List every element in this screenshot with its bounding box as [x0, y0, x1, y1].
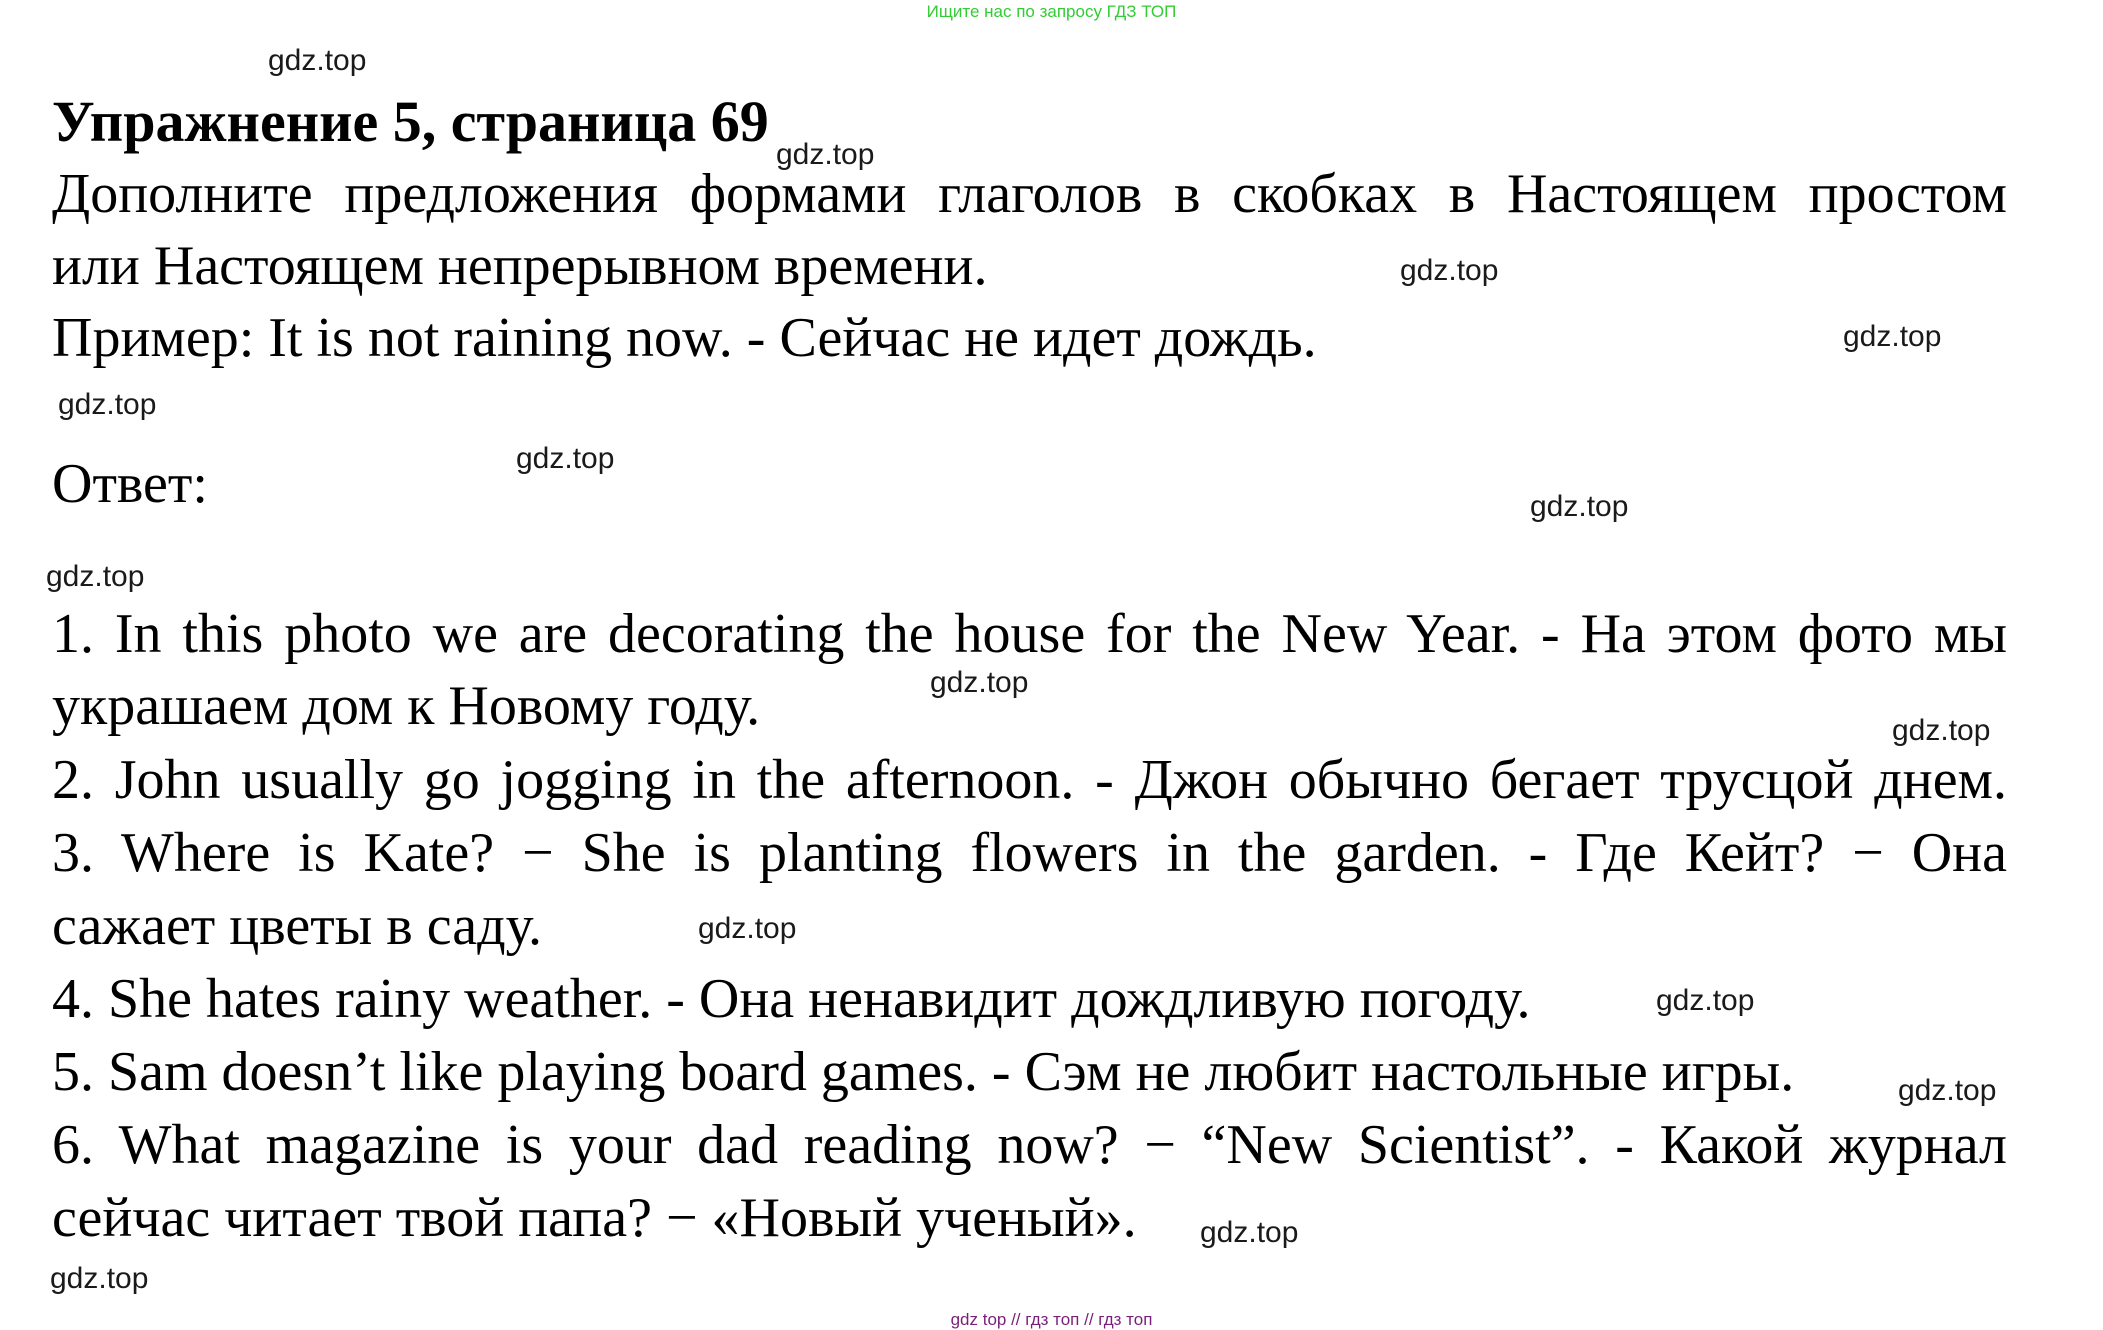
watermark: gdz.top [1892, 714, 1991, 747]
answer-line: 6. What magazine is your dad reading now? − “New Scientist”. - Какой журнал [52, 1114, 2007, 1176]
watermark: gdz.top [58, 388, 157, 421]
example-line: Пример: It is not raining now. - Сейчас не идет дождь. [52, 307, 1317, 369]
watermark: gdz.top [1400, 254, 1499, 287]
watermark: gdz.top [1898, 1074, 1997, 1107]
watermark: gdz.top [50, 1262, 149, 1295]
answer-line: 2. John usually go jogging in the afternoon. - Джон обычно бегает трусцой днем. [52, 749, 2007, 811]
watermark: gdz.top [516, 442, 615, 475]
instruction-line: или Настоящем непрерывном времени. [52, 235, 988, 297]
top-banner: Ищите нас по запросу ГДЗ ТОП [926, 2, 1177, 21]
answer-label: Ответ: [52, 453, 208, 515]
instruction-line: Дополните предложения формами глаголов в скобках в Настоящем простом [52, 163, 2007, 225]
answer-line: сажает цветы в саду. [52, 895, 543, 957]
answer-line: сейчас читает твой папа? − «Новый ученый». [52, 1187, 1137, 1249]
answer-line: 5. Sam doesn’t like playing board games. - Сэм не любит настольные игры. [52, 1041, 1795, 1103]
watermark: gdz.top [1200, 1216, 1299, 1249]
page-title: Упражнение 5, страница 69 [52, 89, 769, 154]
answer-line: 4. She hates rainy weather. - Она ненавидит дождливую погоду. [52, 968, 1531, 1030]
footer: gdz top // гдз топ // гдз топ [950, 1310, 1153, 1329]
watermark: gdz.top [268, 44, 367, 77]
answer-line: 1. In this photo we are decorating the house for the New Year. - На этом фото мы [52, 603, 2007, 665]
answer-line: украшаем дом к Новому году. [52, 675, 761, 737]
watermark: gdz.top [698, 912, 797, 945]
watermark: gdz.top [1656, 984, 1755, 1017]
watermark: gdz.top [1530, 490, 1629, 523]
answer-line: 3. Where is Kate? − She is planting flowers in the garden. - Где Кейт? − Она [52, 822, 2007, 884]
watermark: gdz.top [1843, 320, 1942, 353]
watermark: gdz.top [46, 560, 145, 593]
watermark: gdz.top [930, 666, 1029, 699]
watermark: gdz.top [776, 138, 875, 171]
